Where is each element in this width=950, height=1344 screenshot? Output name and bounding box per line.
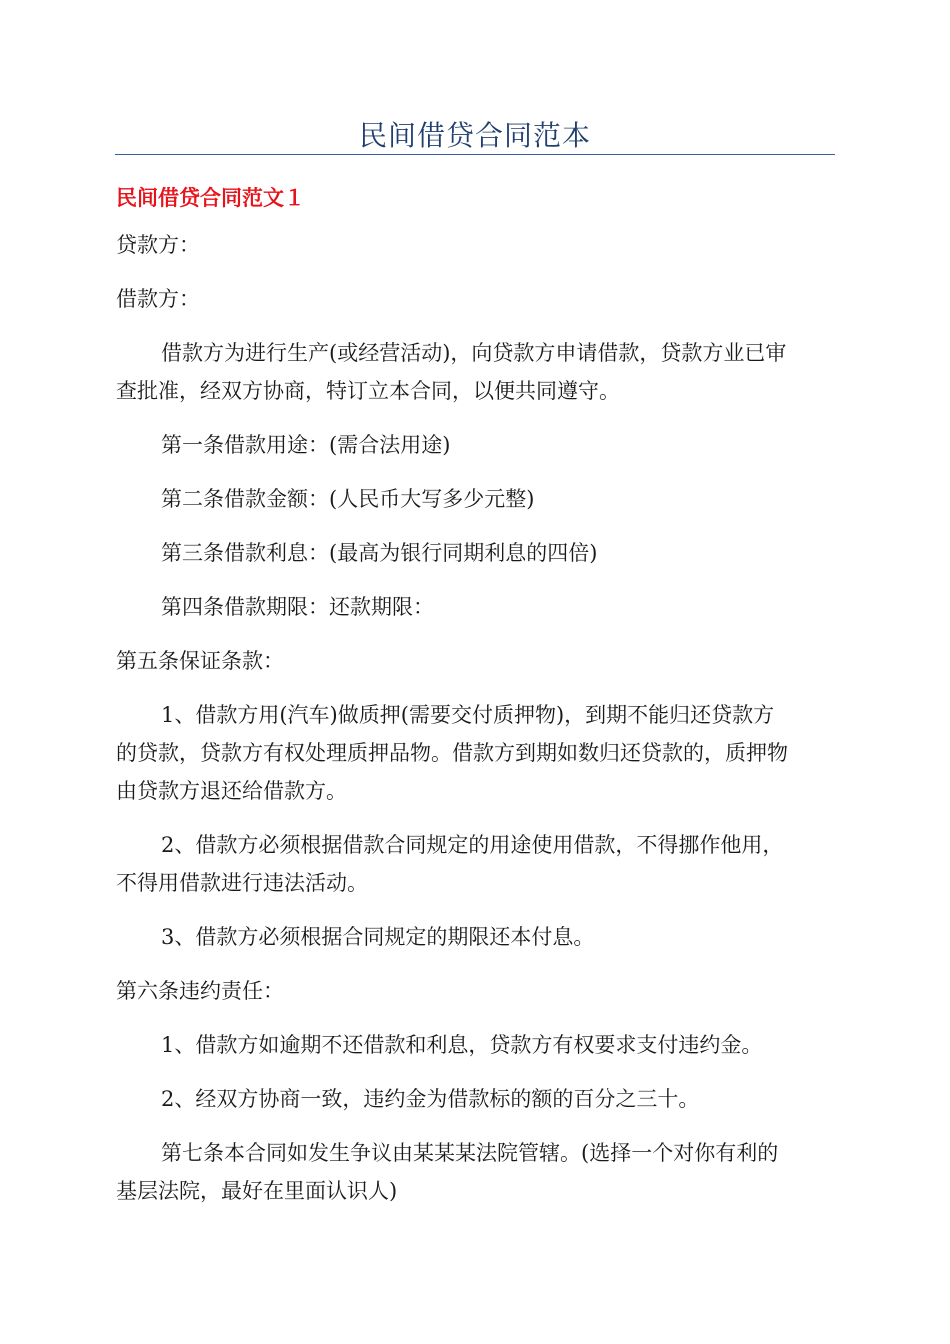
article-5-clause-2-line-2: 不得用借款进行违法活动。: [116, 871, 368, 895]
article-2: 第二条借款金额：(人民币大写多少元整): [161, 487, 535, 511]
section-heading: 民间借贷合同范文１: [116, 186, 305, 210]
document-body: [116, 226, 836, 1210]
article-6-heading: 第六条违约责任：: [116, 979, 284, 1003]
article-5-clause-2-line-1: 2、借款方必须根据借款合同规定的用途使用借款，不得挪作他用，: [161, 833, 784, 857]
article-6-clause-2: 2、经双方协商一致，违约金为借款标的额的百分之三十。: [161, 1087, 700, 1111]
article-5-clause-3: 3、借款方必须根据合同规定的期限还本付息。: [161, 925, 595, 949]
article-7-line-1: 第七条本合同如发生争议由某某某法院管辖。(选择一个对你有利的: [161, 1141, 779, 1165]
preamble-line-1: 借款方为进行生产(或经营活动)，向贷款方申请借款，贷款方业已审: [161, 341, 787, 365]
article-7-line-2: 基层法院，最好在里面认识人): [116, 1179, 398, 1203]
article-5-heading: 第五条保证条款：: [116, 649, 284, 673]
article-5-clause-1-line-2: 的贷款，贷款方有权处理质押品物。借款方到期如数归还贷款的，质押物: [116, 741, 788, 765]
article-3: 第三条借款利息：(最高为银行同期利息的四倍): [161, 541, 598, 565]
article-6-clause-1: 1、借款方如逾期不还借款和利息，贷款方有权要求支付违约金。: [161, 1033, 763, 1057]
preamble-line-2: 查批准，经双方协商，特订立本合同，以便共同遵守。: [116, 379, 620, 403]
document-title: 民间借贷合同范本: [358, 119, 591, 152]
article-5-clause-1-line-1: 1、借款方用(汽车)做质押(需要交付质押物)，到期不能归还贷款方: [161, 703, 775, 727]
article-5-clause-1-line-3: 由贷款方退还给借款方。: [116, 779, 347, 803]
article-4: 第四条借款期限：还款期限：: [161, 595, 434, 619]
title-underline: [115, 154, 835, 155]
article-1: 第一条借款用途：(需合法用途): [161, 433, 451, 457]
lender-line: 贷款方：: [116, 233, 200, 257]
borrower-line: 借款方：: [116, 287, 200, 311]
